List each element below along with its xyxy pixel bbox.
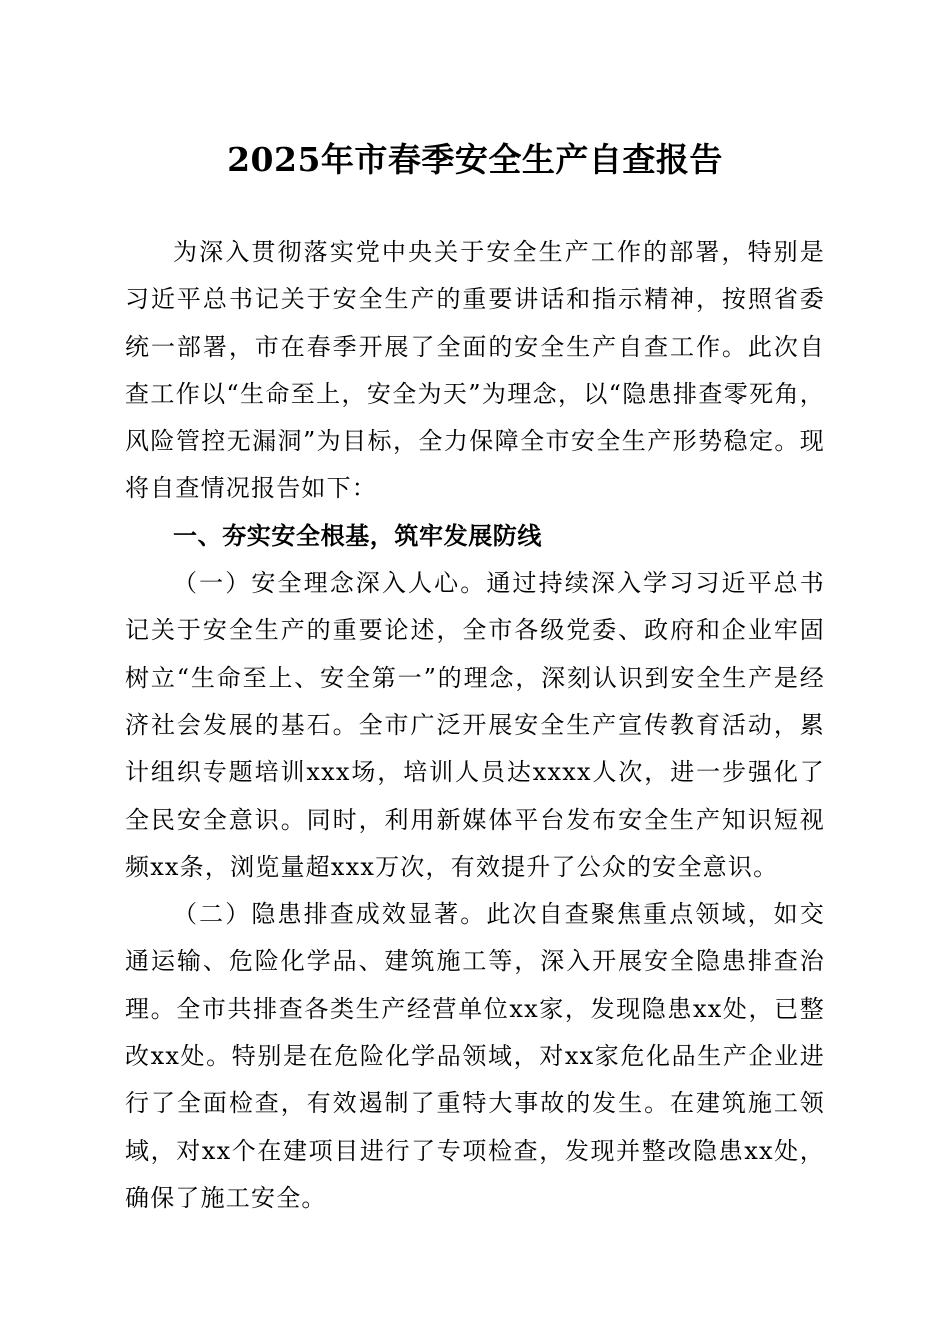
item-text: 此次自查聚焦重点领域，如交通运输、危险化学品、建筑施工等，深入开展安全隐患排查治理。全市共排查各类生产经营单位xx家，发现隐患xx处，已整改xx处。特别是在危险化学品领域，对xx家危化品生产企业进行了全面检查，有效遏制了重特大事故的发生。在建筑施工领域，对xx个在建项目进行了专项检查，发现并整改隐患xx处，确保了施工安全。 (125, 900, 825, 1212)
document-title: 2025年市春季安全生产自查报告 (227, 140, 723, 179)
section-heading: 一、夯实安全根基，筑牢发展防线 (173, 521, 542, 550)
document-body (125, 229, 825, 1222)
item-text: 通过持续深入学习习近平总书记关于安全生产的重要论述，全市各级党委、政府和企业牢固树立“生命至上、安全第一”的理念，深刻认识到安全生产是经济社会发展的基石。全市广泛开展安全生产宣传教育活动，累计组织专题培训xxx场，培训人员达xxxx人次，进一步强化了全民安全意识。同时，利用新媒体平台发布安全生产知识短视频xx条，浏览量超xxx万次，有效提升了公众的安全意识。 (125, 569, 825, 881)
item-lead: （一）安全理念深入人心。 (173, 569, 487, 598)
intro-paragraph: 为深入贯彻落实党中央关于安全生产工作的部署，特别是习近平总书记关于安全生产的重要讲话和指示精神，按照省委统一部署，市在春季开展了全面的安全生产自查工作。此次自查工作以“生命至上，安全为天”为理念，以“隐患排查零死角，风险管控无漏洞”为目标，全力保障全市安全生产形势稳定。现将自查情况报告如下： (125, 238, 825, 503)
section-item-paragraph (125, 891, 825, 1222)
item-lead: （二）隐患排查成效显著。 (173, 900, 487, 929)
section-item-paragraph (125, 560, 825, 891)
